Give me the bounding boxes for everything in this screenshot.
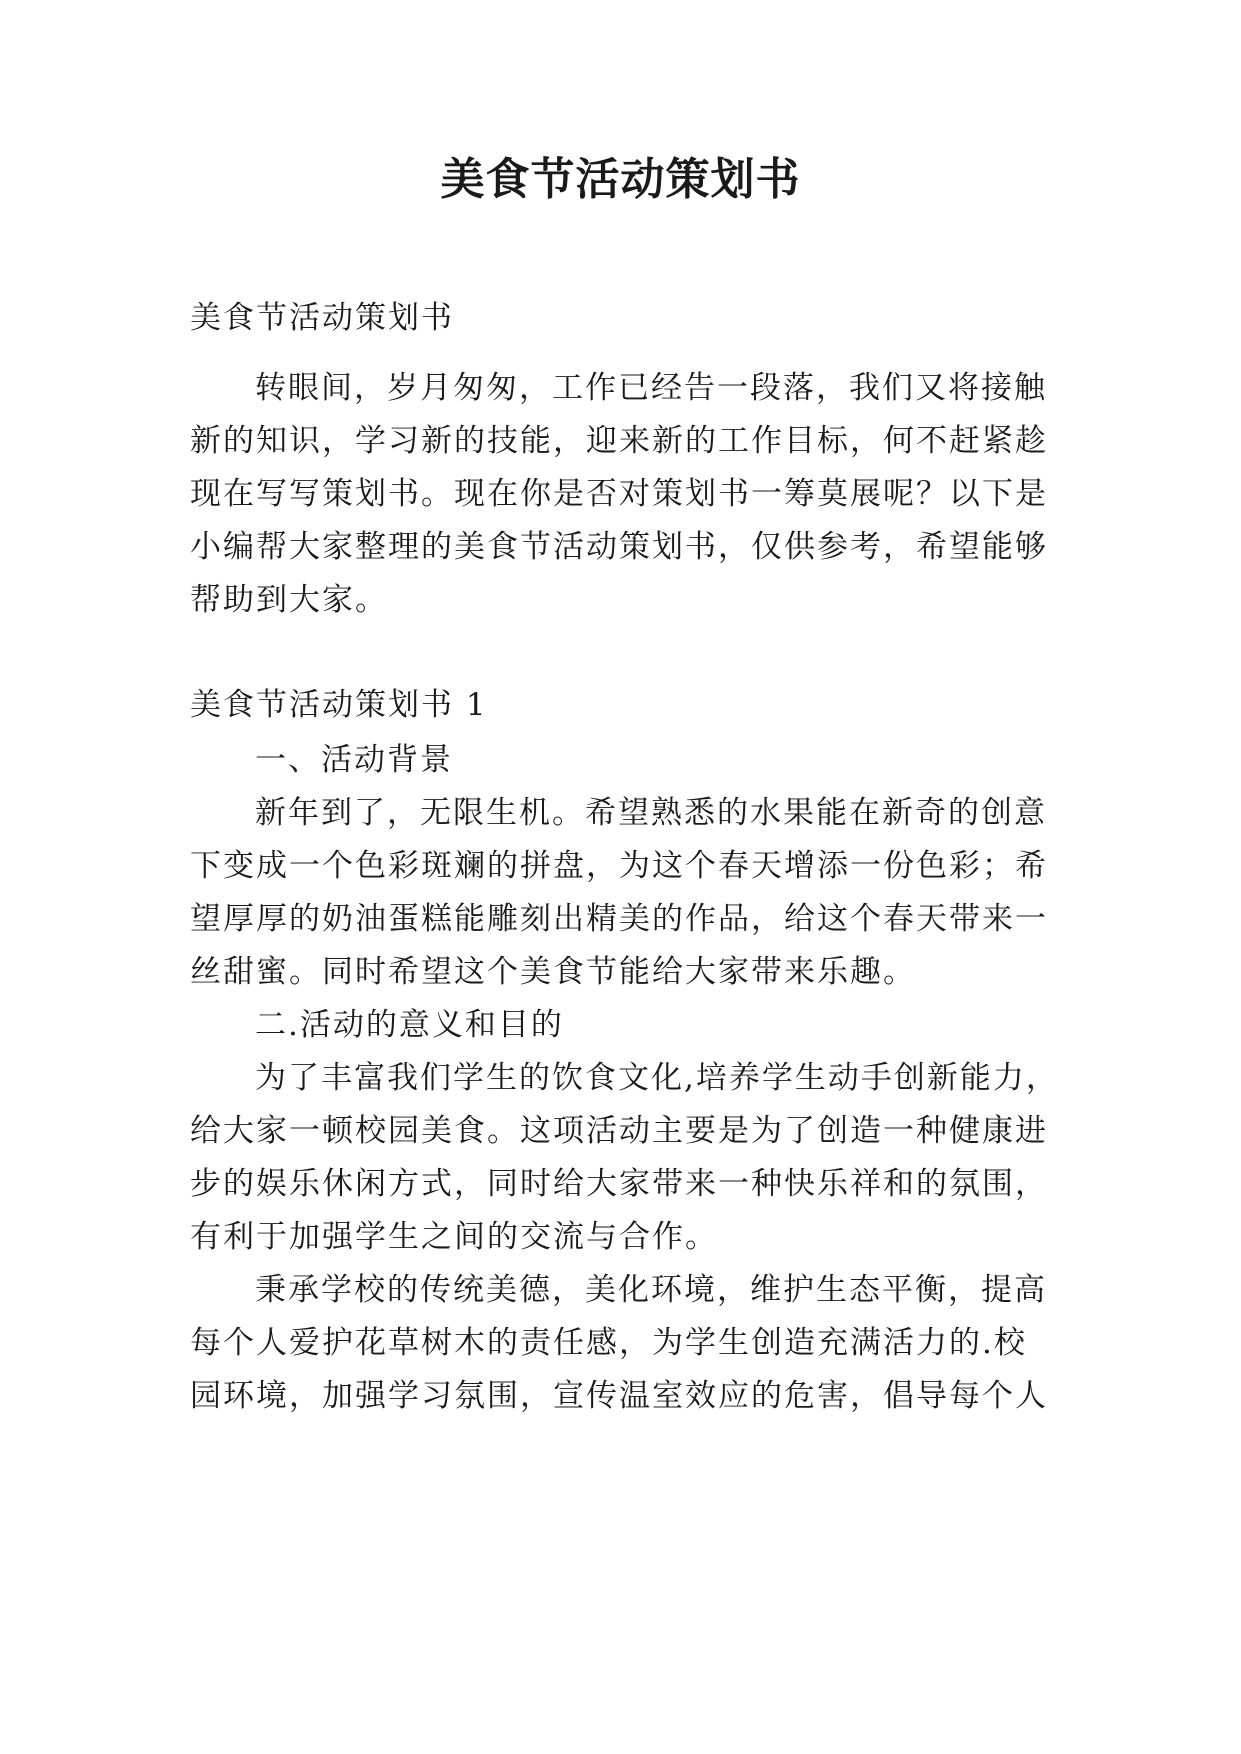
background-line: 新年到了，无限生机。希望熟悉的水果能在新奇的创意: [255, 795, 1047, 831]
document-title: 美食节活动策划书: [440, 154, 801, 205]
document-subtitle: 美食节活动策划书: [190, 300, 454, 336]
purpose-line: 秉承学校的传统美德，美化环境，维护生态平衡，提高: [255, 1272, 1047, 1308]
purpose-line: 给大家一顿校园美食。这项活动主要是为了创造一种健康进: [190, 1113, 1048, 1149]
intro-line: 新的知识，学习新的技能，迎来新的工作目标，何不赶紧趁: [190, 423, 1048, 459]
background-line: 望厚厚的奶油蛋糕能雕刻出精美的作品，给这个春天带来一: [190, 901, 1048, 937]
purpose-line: 每个人爱护花草树木的责任感，为学生创造充满活力的.校: [190, 1325, 1027, 1361]
intro-line: 帮助到大家。: [190, 582, 388, 618]
background-line: 丝甜蜜。同时希望这个美食节能给大家带来乐趣。: [190, 954, 916, 990]
section-heading: 美食节活动策划书 1: [190, 687, 488, 723]
purpose-line: 步的娱乐休闲方式，同时给大家带来一种快乐祥和的氛围，: [190, 1166, 1048, 1202]
background-heading: 一、活动背景: [255, 742, 453, 778]
intro-line: 现在写写策划书。现在你是否对策划书一筹莫展呢？以下是: [190, 476, 1048, 512]
background-line: 下变成一个色彩斑斓的拼盘，为这个春天增添一份色彩；希: [190, 848, 1048, 884]
purpose-line: 有利于加强学生之间的交流与合作。: [190, 1219, 718, 1255]
intro-line: 转眼间，岁月匆匆，工作已经告一段落，我们又将接触: [255, 370, 1047, 406]
purpose-heading: 二.活动的意义和目的: [255, 1007, 564, 1043]
purpose-line: 园环境，加强学习氛围，宣传温室效应的危害，倡导每个人: [190, 1378, 1048, 1414]
purpose-line: 为了丰富我们学生的饮食文化,培养学生动手创新能力，: [255, 1060, 1059, 1096]
intro-line: 小编帮大家整理的美食节活动策划书，仅供参考，希望能够: [190, 529, 1048, 565]
